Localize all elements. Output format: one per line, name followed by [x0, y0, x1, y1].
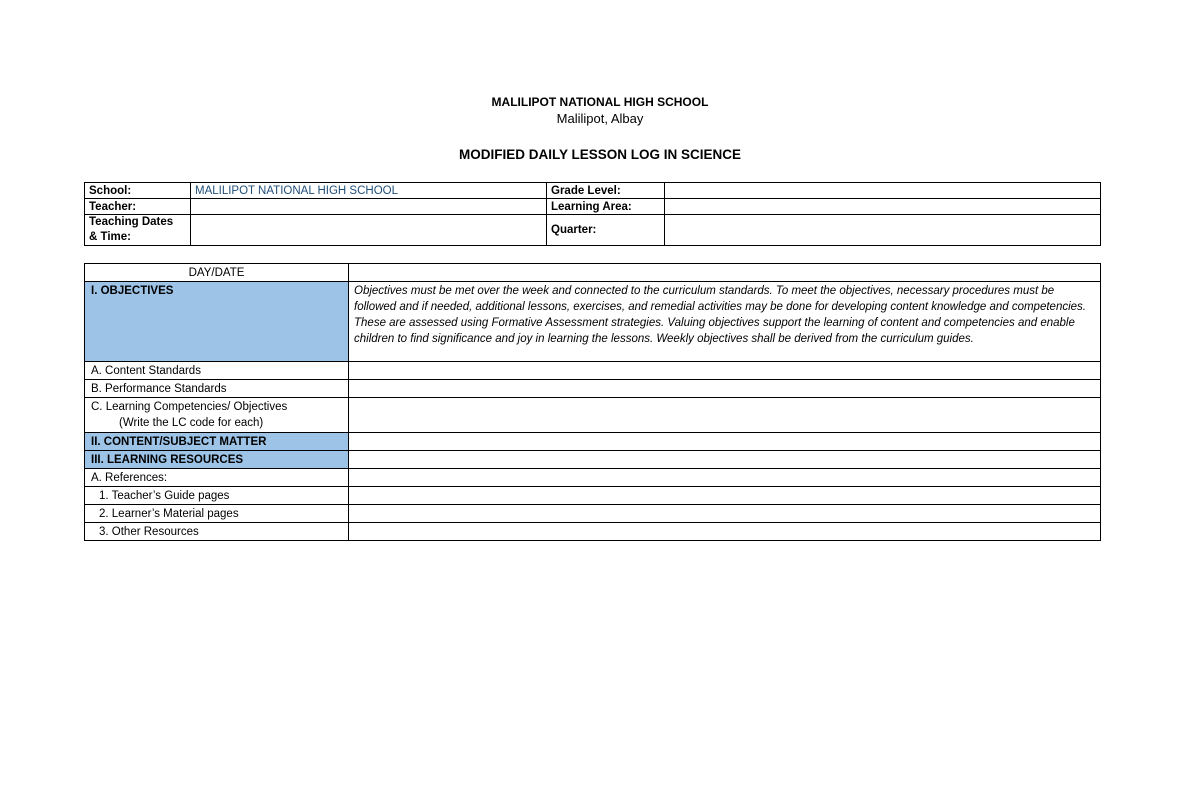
learning-resources-heading: III. LEARNING RESOURCES	[85, 451, 349, 469]
teaching-dates-label-line2: & Time:	[89, 231, 131, 243]
quarter-field[interactable]	[665, 215, 1101, 246]
learning-resources-row	[85, 451, 1101, 469]
day-date-header: DAY/DATE	[85, 264, 349, 282]
performance-standards-field[interactable]	[349, 380, 1101, 398]
performance-standards-label: B. Performance Standards	[85, 380, 349, 398]
school-info-table	[84, 182, 1101, 246]
objectives-heading: I. OBJECTIVES	[85, 282, 349, 362]
references-label: A. References:	[85, 469, 349, 487]
learners-material-field[interactable]	[349, 505, 1101, 523]
learners-material-label: 2. Learner’s Material pages	[85, 505, 349, 523]
learning-competencies-line2: (Write the LC code for each)	[119, 417, 264, 429]
content-subject-matter-row	[85, 433, 1101, 451]
learning-competencies-field[interactable]	[349, 398, 1101, 433]
learning-competencies-label	[85, 398, 349, 433]
learners-material-row	[85, 505, 1101, 523]
teachers-guide-field[interactable]	[349, 487, 1101, 505]
content-standards-label: A. Content Standards	[85, 362, 349, 380]
teaching-dates-field[interactable]	[191, 215, 547, 246]
objectives-description: Objectives must be met over the week and connected to the curriculum standards. To meet the objectives, necessary procedures must be followed and if needed, additional lessons, exercises, and remedial activities may be done for developing content knowledge and competencies. These are assessed using Formative Assessment strategies. Valuing objectives support the learning of content and competencies and enable children to find significance and joy in learning the lessons. Weekly objectives shall be derived from the curriculum guides.	[349, 282, 1101, 362]
teaching-dates-label	[85, 215, 191, 246]
learning-competencies-line1: C. Learning Competencies/ Objectives	[91, 401, 288, 413]
references-row	[85, 469, 1101, 487]
content-subject-matter-heading: II. CONTENT/SUBJECT MATTER	[85, 433, 349, 451]
objectives-row	[85, 282, 1101, 362]
lesson-log-table	[84, 263, 1101, 541]
references-field[interactable]	[349, 469, 1101, 487]
teacher-label: Teacher:	[85, 199, 191, 215]
teaching-dates-label-line1: Teaching Dates	[89, 216, 174, 228]
performance-standards-row	[85, 380, 1101, 398]
document-title: MODIFIED DAILY LESSON LOG IN SCIENCE	[458, 147, 742, 162]
learning-resources-field[interactable]	[349, 451, 1101, 469]
grade-level-label: Grade Level:	[547, 183, 665, 199]
content-standards-field[interactable]	[349, 362, 1101, 380]
other-resources-label: 3. Other Resources	[85, 523, 349, 541]
day-date-row	[85, 264, 1101, 282]
learning-area-label: Learning Area:	[547, 199, 665, 215]
info-row-school	[85, 183, 1101, 199]
content-standards-row	[85, 362, 1101, 380]
teacher-field[interactable]	[191, 199, 547, 215]
learning-competencies-row	[85, 398, 1101, 433]
teachers-guide-label: 1. Teacher’s Guide pages	[85, 487, 349, 505]
quarter-label: Quarter:	[547, 215, 665, 246]
info-row-teacher	[85, 199, 1101, 215]
other-resources-field[interactable]	[349, 523, 1101, 541]
grade-level-field[interactable]	[665, 183, 1101, 199]
learning-area-field[interactable]	[665, 199, 1101, 215]
school-title: MALILIPOT NATIONAL HIGH SCHOOL	[491, 95, 709, 109]
teachers-guide-row	[85, 487, 1101, 505]
content-subject-matter-field[interactable]	[349, 433, 1101, 451]
other-resources-row	[85, 523, 1101, 541]
info-row-teaching-dates	[85, 215, 1101, 246]
school-label: School:	[85, 183, 191, 199]
day-date-field[interactable]	[349, 264, 1101, 282]
school-field[interactable]: MALILIPOT NATIONAL HIGH SCHOOL	[191, 183, 547, 199]
school-location: Malilipot, Albay	[556, 111, 644, 126]
